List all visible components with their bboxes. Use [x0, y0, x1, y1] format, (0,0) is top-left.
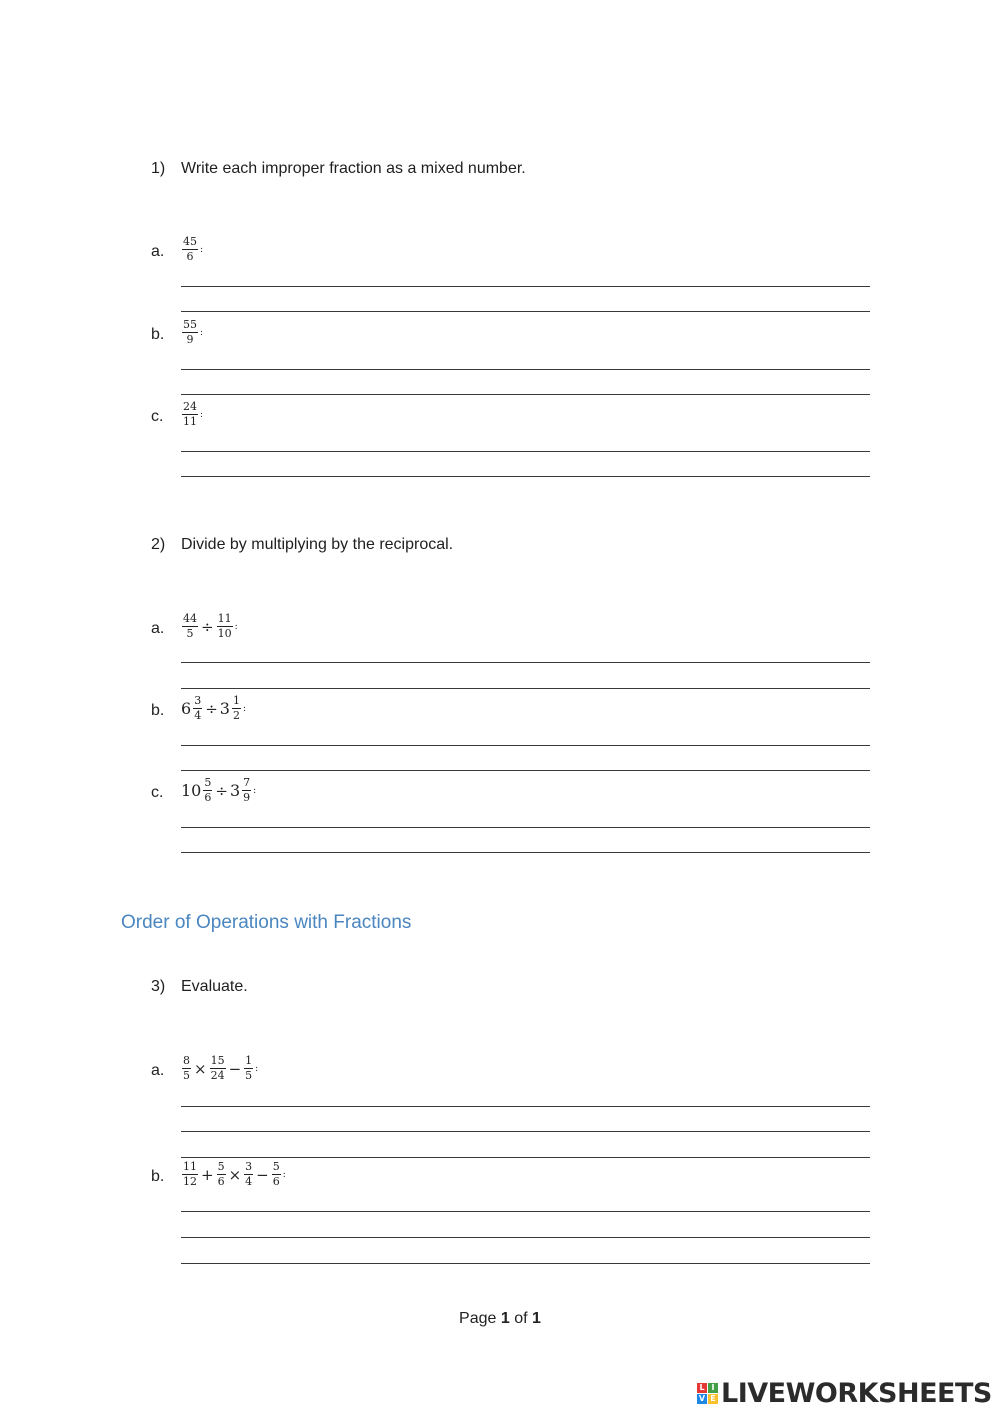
fraction: $\frac{5}{6}$: [272, 1160, 280, 1188]
whole-number: 6: [181, 699, 192, 718]
question-prompt: Evaluate.: [181, 978, 248, 995]
item-letter: b.: [151, 326, 165, 343]
division-expression: 10 $\frac{5}{6}$ ÷ 3 $\frac{7}{9}$ :: [181, 776, 257, 804]
answer-line[interactable]: [181, 662, 870, 663]
logo-icon: [697, 1383, 718, 1404]
fraction-expression: $\frac{55}{9}$ :: [183, 318, 204, 346]
fraction-expression: $\frac{45}{6}$ :: [183, 235, 204, 263]
answer-line[interactable]: [181, 1157, 870, 1158]
item-letter: b.: [151, 1168, 165, 1185]
whole-number: 3: [219, 699, 230, 718]
answer-line[interactable]: [181, 770, 870, 771]
answer-line[interactable]: [181, 1263, 870, 1264]
fraction: $\frac{5}{6}$: [204, 776, 212, 804]
fraction: $\frac{3}{4}$: [245, 1160, 253, 1188]
multiply-operator: ×: [228, 1165, 242, 1184]
fraction: $\frac{45}{6}$: [183, 235, 197, 263]
answer-line[interactable]: [181, 688, 870, 689]
item-letter: a.: [151, 1062, 165, 1079]
answer-line[interactable]: [181, 1211, 870, 1212]
answer-line[interactable]: [181, 1237, 870, 1238]
fraction: $\frac{3}{4}$: [194, 694, 202, 722]
answer-line[interactable]: [181, 369, 870, 370]
minus-operator: −: [256, 1165, 269, 1184]
section-heading: Order of Operations with Fractions: [121, 912, 412, 933]
fraction: $\frac{11}{12}$: [183, 1160, 197, 1188]
logo-tile: V: [698, 1394, 706, 1403]
division-expression: $\frac{44}{5}$ ÷ $\frac{11}{10}$ :: [183, 612, 238, 640]
multiply-operator: ×: [194, 1059, 207, 1078]
fraction: $\frac{1}{5}$: [245, 1054, 253, 1082]
fraction: $\frac{1}{2}$: [232, 694, 240, 722]
fraction: $\frac{55}{9}$: [183, 318, 197, 346]
plus-operator: +: [201, 1165, 214, 1184]
item-letter: b.: [151, 702, 165, 719]
answer-line[interactable]: [181, 286, 870, 287]
question-prompt: Write each improper fraction as a mixed number.: [181, 160, 526, 177]
division-expression: 6 $\frac{3}{4}$ ÷ 3 $\frac{1}{2}$ :: [181, 694, 246, 722]
logo-tile: I: [708, 1383, 718, 1393]
item-letter: a.: [151, 620, 165, 637]
liveworksheets-logo: [697, 1378, 992, 1409]
item-letter: c.: [151, 408, 164, 425]
answer-line[interactable]: [181, 394, 870, 395]
question-prompt: Divide by multiplying by the reciprocal.: [181, 536, 454, 553]
whole-number: 3: [229, 781, 241, 800]
fraction: $\frac{8}{5}$: [183, 1054, 190, 1082]
fraction: $\frac{44}{5}$: [183, 612, 197, 640]
divide-operator: ÷: [201, 617, 214, 636]
fraction: $\frac{24}{11}$: [183, 400, 197, 428]
logo-tile: E: [708, 1394, 718, 1404]
divide-operator: ÷: [205, 699, 218, 718]
brand-name: LIVEWORKSHEETS: [721, 1378, 992, 1409]
logo-tile: L: [697, 1383, 707, 1393]
item-letter: c.: [151, 784, 164, 801]
minus-operator: −: [228, 1059, 242, 1078]
answer-line[interactable]: [181, 852, 870, 853]
fraction: $\frac{5}{6}$: [217, 1160, 225, 1188]
answer-line[interactable]: [181, 476, 870, 477]
answer-line[interactable]: [181, 745, 870, 746]
evaluate-expression: $\frac{8}{5}$ × $\frac{15}{24}$ − $\frac{1}{5}$ :: [183, 1054, 259, 1082]
question-number: 3): [151, 978, 166, 995]
divide-operator: ÷: [215, 781, 228, 800]
whole-number: 10: [181, 781, 202, 800]
answer-line[interactable]: [181, 311, 870, 312]
evaluate-expression: $\frac{11}{12}$ + $\frac{5}{6}$ × $\frac{3}{4}$ − $\frac{5}{6}$ :: [183, 1160, 286, 1188]
page-footer: Page 1 of 1: [459, 1310, 541, 1327]
answer-line[interactable]: [181, 827, 870, 828]
fraction-expression: $\frac{24}{11}$ :: [183, 400, 204, 428]
answer-line[interactable]: [181, 451, 870, 452]
question-number: 2): [151, 536, 166, 553]
fraction: $\frac{11}{10}$: [217, 612, 232, 640]
question-number: 1): [151, 160, 166, 177]
fraction: $\frac{7}{9}$: [243, 776, 251, 804]
fraction: $\frac{15}{24}$: [210, 1054, 225, 1082]
answer-line[interactable]: [181, 1106, 870, 1107]
answer-line[interactable]: [181, 1131, 870, 1132]
item-letter: a.: [151, 243, 165, 260]
